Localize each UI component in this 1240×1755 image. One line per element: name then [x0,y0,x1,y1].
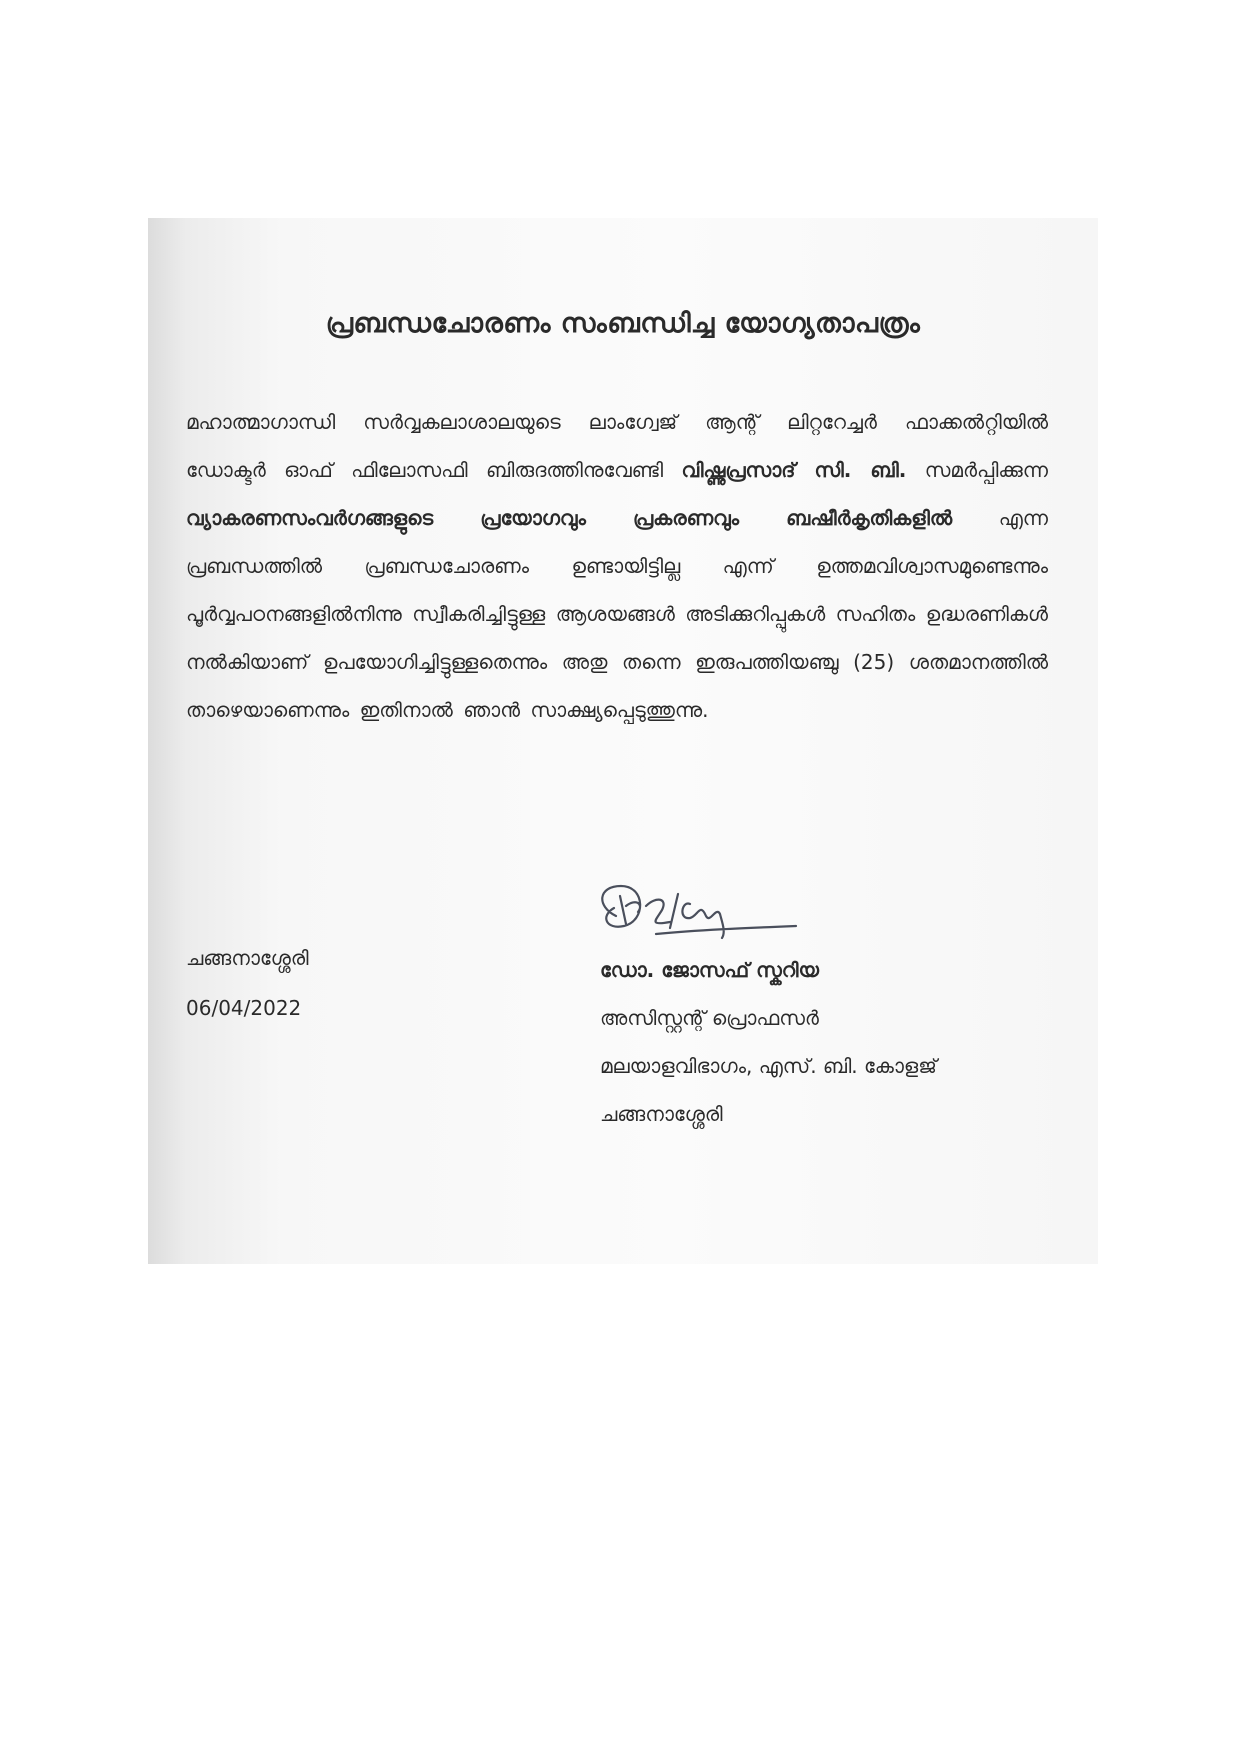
certificate-title: പ്രബന്ധചോരണം സംബന്ധിച്ച യോഗ്യതാപത്രം [325,308,921,339]
signatory-department: മലയാളവിഭാഗം, എസ്. ബി. കോളജ് [600,1054,937,1078]
thesis-title: വ്യാകരണസംവർഗങ്ങളുടെ പ്രയോഗവും പ്രകരണവും ബഷീർകൃതികളിൽ [186,506,953,530]
handwritten-signature [586,876,816,956]
candidate-name: വിഷ്ണുപ്രസാദ് സി. ബി. [681,458,907,482]
signatory-place: ചങ്ങനാശ്ശേരി [600,1102,723,1126]
place: ചങ്ങനാശ്ശേരി [186,946,309,970]
scanned-certificate [148,218,1098,1264]
signatory-name: ഡോ. ജോസഫ് സ്കറിയ [600,958,819,982]
date: 06/04/2022 [186,996,302,1020]
certificate-body [186,398,1048,734]
body-part-1: മഹാത്മാഗാന്ധി സർവ്വകലാശാലയുടെ ലാംഗ്വേജ് ആന്റ് ലിറ്ററേച്ചർ ഫാക്കൽറ്റിയിൽ ഡോക്ടർ ഓഫ് ഫിലോസഫി ബിരുദത്തിനുവേണ്ടി [186,410,1048,482]
body-part-2: സമർപ്പിക്കുന്ന [924,458,1048,482]
signatory-designation: അസിസ്റ്റന്റ് പ്രൊഫസർ [600,1006,819,1030]
signatory-block [600,946,937,1138]
body-part-3: എന്ന പ്രബന്ധത്തിൽ പ്രബന്ധചോരണം ഉണ്ടായിട്ടില്ല എന്ന് ഉത്തമവിശ്വാസമുണ്ടെന്നും പൂർവ്വപഠനങ്ങളിൽനിന്നു സ്വീകരിച്ചിട്ടുള്ള ആശയങ്ങൾ അടിക്കുറിപ്പുകൾ സഹിതം ഉദ്ധരണികൾ നൽകിയാണ് ഉപയോഗിച്ചിട്ടുള്ളതെന്നും അതു തന്നെ ഇരുപത്തിയഞ്ചു (25) ശതമാനത്തിൽ താഴെയാണെന്നും ഇതിനാൽ ഞാൻ സാക്ഷ്യപ്പെടുത്തുന്നു. [186,506,1049,722]
